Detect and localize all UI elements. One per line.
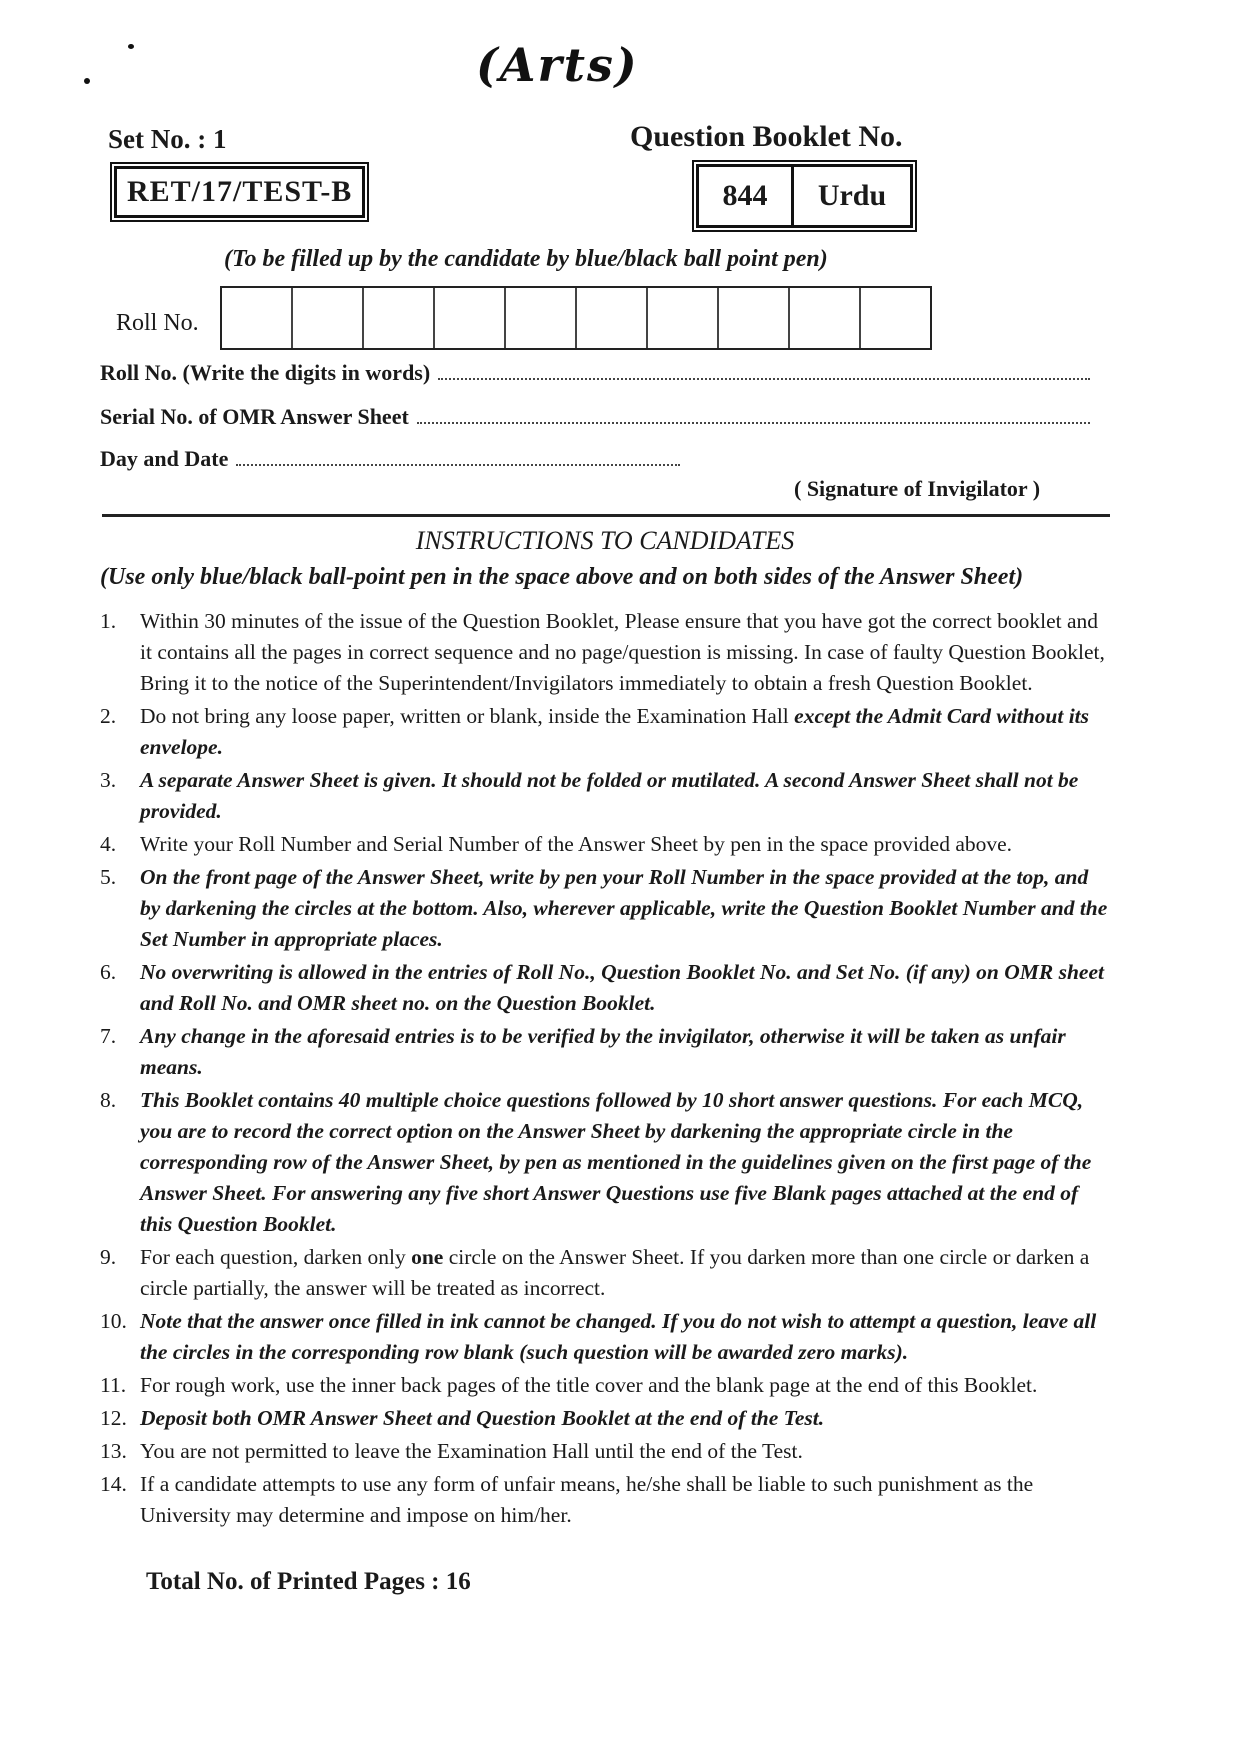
handwritten-note: (Arts) bbox=[476, 38, 639, 92]
list-item: 12. Deposit both OMR Answer Sheet and Question Booklet at the end of the Test. bbox=[100, 1406, 825, 1430]
roll-digit-box[interactable] bbox=[222, 288, 293, 348]
list-item: 11. For rough work, use the inner back pages of the title cover and the blank page at the end of this Booklet. bbox=[100, 1373, 1038, 1397]
omr-serial-field[interactable] bbox=[100, 404, 1090, 430]
question-booklet-label: Question Booklet No. bbox=[630, 120, 903, 153]
roll-digit-box[interactable] bbox=[648, 288, 719, 348]
roll-words-field[interactable] bbox=[100, 360, 1090, 386]
roll-digit-box[interactable] bbox=[719, 288, 790, 348]
dotted-line bbox=[438, 376, 1090, 380]
fill-note: (To be filled up by the candidate by blue/black ball point pen) bbox=[224, 246, 828, 272]
list-item: 7. Any change in the aforesaid entries is to be verified by the invigilator, otherwise it will be taken as unfair means. bbox=[100, 1024, 1066, 1079]
test-code-box: RET/17/TEST-B bbox=[114, 166, 365, 218]
roll-words-label: Roll No. (Write the digits in words) bbox=[100, 360, 431, 385]
list-item: 1. Within 30 minutes of the issue of the Question Booklet, Please ensure that you have got the correct booklet and it contains all the pages in correct sequence and no page/question is missing. In case of faulty Question Booklet, Bring it to the notice of the Superintendent/Invigilators immediately to obtain a fresh Question Booklet. bbox=[100, 609, 1105, 695]
roll-digit-box[interactable] bbox=[364, 288, 435, 348]
booklet-number-box bbox=[696, 164, 913, 228]
list-item: 8. This Booklet contains 40 multiple choice questions followed by 10 short answer questions. For each MCQ, you are to record the correct option on the Answer Sheet by darkening the appropriate circle in the corresponding row of the Answer Sheet, by pen as mentioned in the guidelines given on the first page of the Answer Sheet. For answering any five short Answer Questions use five Blank pages attached at the end of this Question Booklet. bbox=[100, 1088, 1092, 1236]
day-date-label: Day and Date bbox=[100, 446, 229, 471]
roll-digit-box[interactable] bbox=[790, 288, 861, 348]
list-item: 2. Do not bring any loose paper, written or blank, inside the Examination Hall except the Admit Card without its envelope. bbox=[100, 704, 1090, 759]
roll-digit-box[interactable] bbox=[577, 288, 648, 348]
list-item: 10. Note that the answer once filled in ink cannot be changed. If you do not wish to attempt a question, leave all the circles in the corresponding row blank (such question will be awarded zero marks). bbox=[100, 1309, 1097, 1364]
list-item: 9. For each question, darken only one circle on the Answer Sheet. If you darken more than one circle or darken a circle partially, the answer will be treated as incorrect. bbox=[100, 1245, 1090, 1300]
list-item: 14. If a candidate attempts to use any form of unfair means, he/she shall be liable to such punishment as the University may determine and impose on him/her. bbox=[100, 1472, 1034, 1527]
scan-speck bbox=[84, 78, 90, 84]
roll-number-grid[interactable] bbox=[220, 286, 932, 350]
invigilator-signature-label: ( Signature of Invigilator ) bbox=[794, 476, 1041, 501]
roll-number-label: Roll No. bbox=[116, 310, 199, 336]
roll-digit-box[interactable] bbox=[506, 288, 577, 348]
scan-speck bbox=[128, 44, 134, 49]
list-item: 4. Write your Roll Number and Serial Number of the Answer Sheet by pen in the space provided above. bbox=[100, 832, 1013, 856]
booklet-language: Urdu bbox=[817, 179, 887, 212]
instructions-title: INSTRUCTIONS TO CANDIDATES bbox=[415, 526, 795, 555]
roll-digit-box[interactable] bbox=[861, 288, 930, 348]
list-item: 5. On the front page of the Answer Sheet, write by pen your Roll Number in the space provided at the top, and by darkening the circles at the bottom. Also, wherever applicable, write the Question Booklet Number and the Set Number in appropriate places. bbox=[100, 865, 1108, 951]
dotted-line bbox=[417, 420, 1090, 424]
list-item: 3. A separate Answer Sheet is given. It should not be folded or mutilated. A second Answer Sheet shall not be provided. bbox=[100, 768, 1079, 823]
omr-serial-label: Serial No. of OMR Answer Sheet bbox=[100, 404, 409, 429]
set-number: Set No. : 1 bbox=[108, 124, 227, 154]
list-item: 13. You are not permitted to leave the Examination Hall until the end of the Test. bbox=[100, 1439, 803, 1463]
instructions-subtitle: (Use only blue/black ball-point pen in the space above and on both sides of the Answer Sheet) bbox=[100, 564, 1024, 590]
instructions-list bbox=[100, 606, 1110, 1533]
total-printed-pages: Total No. of Printed Pages : 16 bbox=[146, 1568, 471, 1595]
day-date-field[interactable] bbox=[100, 446, 680, 472]
divider bbox=[102, 514, 1110, 517]
list-item: 6. No overwriting is allowed in the entries of Roll No., Question Booklet No. and Set No. (if any) on OMR sheet and Roll No. and OMR sheet no. on the Question Booklet. bbox=[100, 960, 1104, 1015]
dotted-line bbox=[236, 462, 680, 466]
roll-digit-box[interactable] bbox=[293, 288, 364, 348]
booklet-number: 844 bbox=[699, 167, 794, 225]
roll-digit-box[interactable] bbox=[435, 288, 506, 348]
